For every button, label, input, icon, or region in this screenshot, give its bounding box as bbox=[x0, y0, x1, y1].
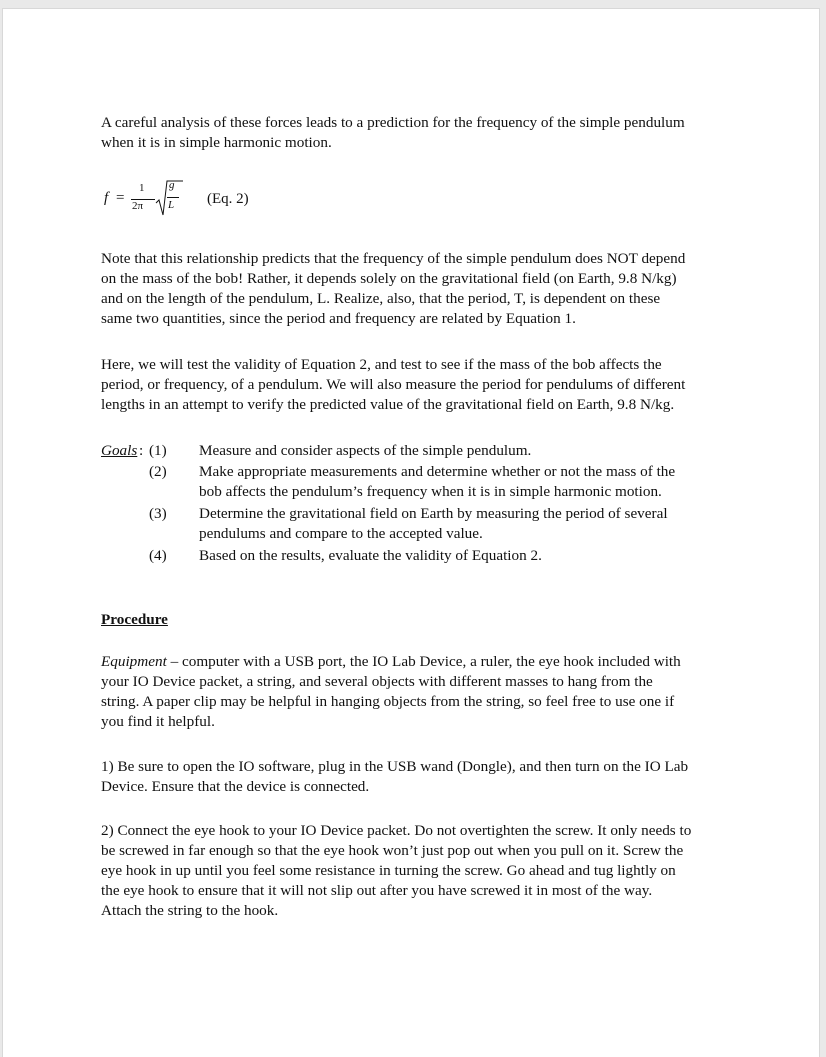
step-1-line: Device. Ensure that the device is connected. bbox=[101, 778, 370, 795]
equipment-line bbox=[101, 652, 741, 672]
equation-inner-denominator: L bbox=[168, 199, 175, 211]
here-line: Here, we will test the validity of Equation 2, and test to see if the mass of the bob affects the bbox=[101, 356, 662, 373]
equation-label: (Eq. 2) bbox=[207, 191, 249, 207]
step-2-paragraph bbox=[101, 821, 741, 921]
note-line: same two quantities, since the period and frequency are related by Equation 1. bbox=[101, 310, 576, 327]
step-1-line: 1) Be sure to open the IO software, plug in the USB wand (Dongle), and then turn on the IO Lab bbox=[101, 758, 689, 775]
step-2-line: Attach the string to the hook. bbox=[101, 902, 279, 919]
document-page bbox=[2, 8, 820, 1057]
goals-title-text: Goals bbox=[101, 442, 138, 459]
goal-text bbox=[199, 462, 675, 502]
equipment-line: you find it helpful. bbox=[101, 713, 215, 730]
equipment-line: your IO Device packet, a string, and several objects with different masses to hang from the bbox=[101, 673, 653, 690]
goal-line: pendulums and compare to the accepted value. bbox=[199, 525, 483, 542]
note-line: Note that this relationship predicts that the frequency of the simple pendulum does NOT depend bbox=[101, 250, 686, 267]
equipment-line-text: – computer with a USB port, the IO Lab Device, a ruler, the eye hook included with bbox=[166, 653, 681, 670]
equation-numerator: 1 bbox=[139, 182, 145, 194]
goals-title bbox=[101, 441, 137, 461]
goal-line: Make appropriate measurements and determine whether or not the mass of the bbox=[199, 463, 676, 480]
equation-inner-fraction-bar bbox=[167, 197, 179, 198]
equipment-paragraph bbox=[101, 652, 741, 732]
goal-line: bob affects the pendulum’s frequency when it is in simple harmonic motion. bbox=[199, 483, 662, 500]
equipment-label: Equipment bbox=[101, 653, 167, 670]
step-2-line: be screwed in far enough so that the eye hook won’t just pop out when you pull on it. Screw the bbox=[101, 842, 684, 859]
note-line: on the mass of the bob! Rather, it depends solely on the gravitational field (on Earth, 9.8 N/kg) bbox=[101, 270, 677, 287]
note-paragraph bbox=[101, 249, 741, 329]
step-2-line: the eye hook to ensure that it will not slip out after you have screwed it in most of the way. bbox=[101, 882, 653, 899]
goal-number: (2) bbox=[149, 463, 167, 480]
equation-denominator: 2π bbox=[132, 200, 144, 212]
note-line: and on the length of the pendulum, L. Realize, also, that the period, T, is dependent on these bbox=[101, 290, 661, 307]
goal-text bbox=[199, 441, 531, 461]
goal-line: Based on the results, evaluate the validity of Equation 2. bbox=[199, 547, 542, 564]
intro-paragraph bbox=[101, 113, 741, 153]
step-2-line: 2) Connect the eye hook to your IO Device packet. Do not overtighten the screw. It only needs to bbox=[101, 822, 692, 839]
here-line: lengths in an attempt to verify the predicted value of the gravitational field on Earth, 9.8 N/kg. bbox=[101, 396, 675, 413]
equation-lhs: f bbox=[104, 190, 109, 206]
procedure-heading: Procedure bbox=[101, 611, 168, 628]
equation-inner-numerator: g bbox=[169, 179, 175, 191]
goal-text bbox=[199, 546, 542, 566]
goal-line: Measure and consider aspects of the simple pendulum. bbox=[199, 442, 532, 459]
frequency-equation bbox=[101, 179, 361, 227]
goals-colon: : bbox=[139, 442, 144, 459]
intro-line: when it is in simple harmonic motion. bbox=[101, 134, 332, 151]
step-1-paragraph bbox=[101, 757, 741, 797]
goal-text bbox=[199, 504, 668, 544]
goal-number: (3) bbox=[149, 505, 167, 522]
goal-number: (1) bbox=[149, 442, 167, 459]
here-paragraph bbox=[101, 355, 741, 415]
intro-line: A careful analysis of these forces leads to a prediction for the frequency of the simple pendulum bbox=[101, 114, 685, 131]
here-line: period, or frequency, of a pendulum. We will also measure the period for pendulums of different bbox=[101, 376, 686, 393]
equation-equals: = bbox=[116, 190, 125, 206]
goal-number: (4) bbox=[149, 547, 167, 564]
step-2-line: eye hook in up until you feel some resistance in turning the screw. Go ahead and tug lightly on bbox=[101, 862, 676, 879]
equipment-line: string. A paper clip may be helpful in hanging objects from the string, so feel free to use one if bbox=[101, 693, 675, 710]
goal-line: Determine the gravitational field on Earth by measuring the period of several bbox=[199, 505, 668, 522]
